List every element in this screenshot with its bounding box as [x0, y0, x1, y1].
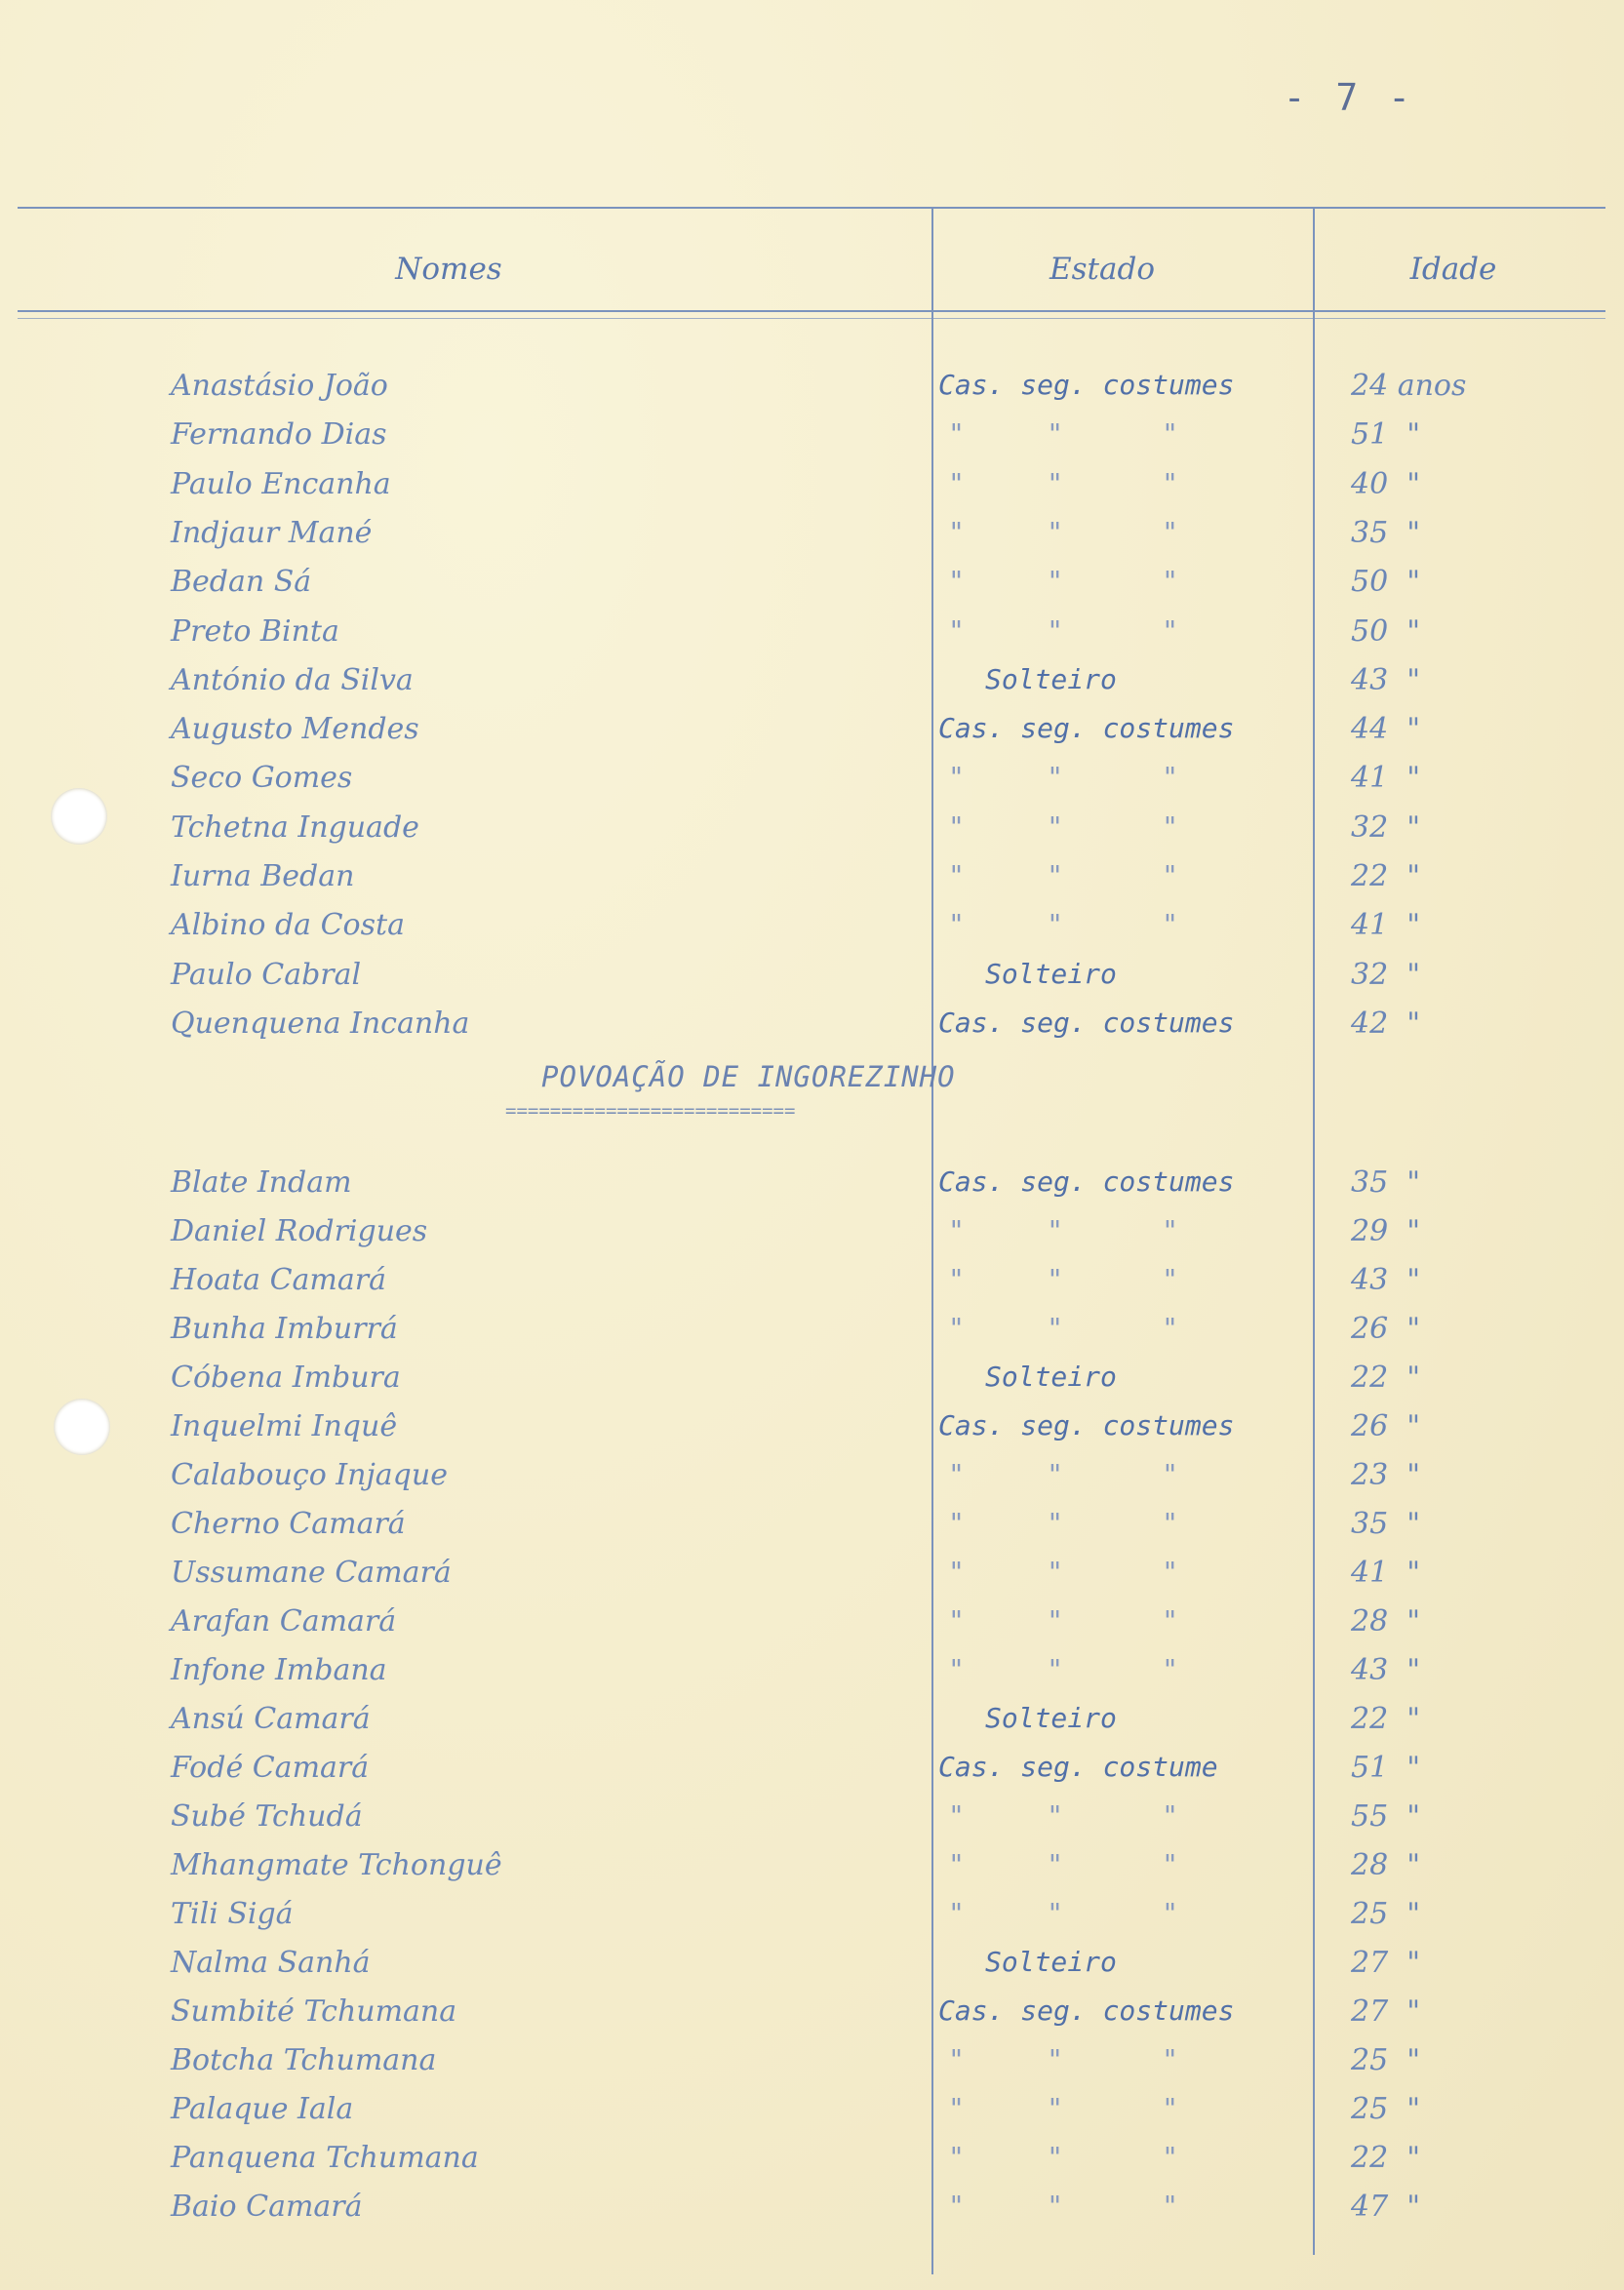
table-row [0, 467, 1624, 516]
row-estado: Cas. seg. costumes [938, 1006, 1235, 1039]
row-idade: 27 " [1351, 1994, 1421, 2029]
row-name: Panquena Tchumana [171, 2141, 479, 2175]
table-row [0, 663, 1624, 712]
table-row [0, 761, 1624, 809]
row-name: Ansú Camará [171, 1702, 371, 1736]
row-estado: " " " [948, 2190, 1179, 2222]
table-row [0, 859, 1624, 908]
row-idade: 51 " [1351, 1751, 1421, 1785]
row-name: Seco Gomes [171, 761, 353, 796]
row-name: Augusto Mendes [171, 712, 419, 747]
row-estado: " " " [948, 466, 1179, 499]
row-idade: 22 " [1351, 2141, 1421, 2175]
row-estado: " " " [948, 2092, 1179, 2124]
row-idade: 43 " [1351, 662, 1421, 697]
row-estado: " " " [948, 859, 1179, 891]
table-row [0, 1848, 1624, 1897]
row-estado: " " " [948, 908, 1179, 941]
table-row [0, 958, 1624, 1007]
page-number: - 7 - [1283, 76, 1414, 119]
row-estado: Cas. seg. costumes [938, 712, 1235, 745]
row-name: Fodé Camará [171, 1751, 370, 1785]
row-name: Cherno Camará [171, 1507, 406, 1541]
table-row [0, 1799, 1624, 1848]
table-row [0, 1897, 1624, 1946]
row-name: Blate Indam [171, 1165, 352, 1200]
row-idade: 42 " [1351, 1006, 1421, 1041]
row-idade: 35 " [1351, 1165, 1421, 1200]
row-name: Tili Sigá [171, 1897, 294, 1931]
row-name: Daniel Rodrigues [171, 1214, 428, 1248]
row-name: Cóbena Imbura [171, 1361, 401, 1395]
table-row [0, 565, 1624, 613]
row-idade: 28 " [1351, 1848, 1421, 1882]
row-idade: 41 " [1351, 1556, 1421, 1590]
table-row [0, 1361, 1624, 1409]
row-name: Mhangmate Tchonguê [171, 1848, 502, 1882]
row-estado: Cas. seg. costume [938, 1751, 1218, 1783]
row-estado: " " " [948, 1214, 1179, 1246]
section-title: POVOAÇÃO DE INGOREZINHO [541, 1060, 956, 1093]
row-name: Iurna Bedan [171, 859, 355, 893]
row-idade: 40 " [1351, 466, 1421, 501]
table-row [0, 1214, 1624, 1263]
header-bottom-rule-2 [18, 318, 1605, 319]
table-row [0, 1458, 1624, 1507]
table-row [0, 712, 1624, 761]
table-row [0, 1263, 1624, 1312]
row-estado: " " " [948, 1458, 1179, 1490]
row-idade: 22 " [1351, 859, 1421, 893]
table-row [0, 1312, 1624, 1361]
row-estado: " " " [948, 761, 1179, 794]
row-idade: 25 " [1351, 2043, 1421, 2077]
row-name: Nalma Sanhá [171, 1946, 371, 1980]
table-row [0, 1556, 1624, 1604]
row-name: Infone Imbana [171, 1653, 387, 1687]
row-name: Paulo Encanha [171, 466, 391, 501]
table-row [0, 417, 1624, 466]
table-row [0, 1165, 1624, 1214]
header-idade: Idade [1409, 252, 1497, 287]
table-row [0, 2190, 1624, 2238]
row-estado: Cas. seg. costumes [938, 1165, 1235, 1198]
row-estado: " " " [948, 515, 1179, 548]
row-idade: 29 " [1351, 1214, 1421, 1248]
row-estado: " " " [948, 1604, 1179, 1637]
row-idade: 50 " [1351, 613, 1421, 649]
row-name: Albino da Costa [171, 908, 405, 943]
table-top-rule [18, 207, 1605, 209]
row-idade: 23 " [1351, 1458, 1421, 1492]
table-row [0, 1604, 1624, 1653]
row-name: Inquelmi Inquê [171, 1409, 398, 1443]
row-name: Tchetna Inguade [171, 809, 419, 845]
row-name: Hoata Camará [171, 1263, 386, 1297]
row-name: Botcha Tchumana [171, 2043, 437, 2077]
row-estado: " " " [948, 1653, 1179, 1685]
header-bottom-rule [18, 310, 1605, 312]
row-name: Arafan Camará [171, 1604, 397, 1639]
row-estado: Solteiro [985, 957, 1117, 990]
row-estado: Cas. seg. costumes [938, 1994, 1235, 2027]
row-idade: 35 " [1351, 515, 1421, 550]
header-nomes: Nomes [395, 252, 502, 287]
table-row [0, 1409, 1624, 1458]
row-idade: 35 " [1351, 1507, 1421, 1541]
row-estado: " " " [948, 1263, 1179, 1295]
row-name: Palaque Iala [171, 2092, 354, 2126]
row-estado: " " " [948, 1799, 1179, 1832]
row-idade: 22 " [1351, 1361, 1421, 1395]
row-name: Baio Camará [171, 2190, 363, 2224]
table-row [0, 614, 1624, 663]
table-row [0, 1702, 1624, 1751]
row-idade: 55 " [1351, 1799, 1421, 1834]
row-estado: " " " [948, 1897, 1179, 1929]
row-estado: " " " [948, 2043, 1179, 2075]
table-row [0, 2043, 1624, 2092]
row-idade: 32 " [1351, 809, 1421, 845]
row-estado: " " " [948, 417, 1179, 451]
row-idade: 41 " [1351, 761, 1421, 796]
table-row [0, 1946, 1624, 1994]
row-name: Preto Binta [171, 613, 339, 649]
row-estado: " " " [948, 1848, 1179, 1880]
row-estado: Solteiro [985, 1702, 1117, 1734]
row-idade: 28 " [1351, 1604, 1421, 1639]
table-row [0, 810, 1624, 859]
row-estado: Solteiro [985, 662, 1117, 695]
table-row [0, 369, 1624, 417]
row-idade: 22 " [1351, 1702, 1421, 1736]
row-idade: 25 " [1351, 1897, 1421, 1931]
row-estado: " " " [948, 613, 1179, 647]
row-name: Quenquena Incanha [171, 1006, 470, 1041]
row-estado: " " " [948, 1507, 1179, 1539]
row-idade: 43 " [1351, 1653, 1421, 1687]
row-name: Sumbité Tchumana [171, 1994, 457, 2029]
row-idade: 41 " [1351, 908, 1421, 943]
table-row [0, 1653, 1624, 1702]
row-idade: 24 anos [1351, 369, 1467, 403]
row-name: Fernando Dias [171, 417, 387, 453]
table-row [0, 1994, 1624, 2043]
row-name: Subé Tchudá [171, 1799, 363, 1834]
row-name: António da Silva [171, 662, 414, 697]
row-idade: 43 " [1351, 1263, 1421, 1297]
row-estado: " " " [948, 565, 1179, 598]
table-row [0, 2092, 1624, 2141]
row-idade: 25 " [1351, 2092, 1421, 2126]
row-idade: 32 " [1351, 957, 1421, 992]
row-idade: 26 " [1351, 1312, 1421, 1346]
row-name: Paulo Cabral [171, 957, 362, 992]
row-estado: Solteiro [985, 1946, 1117, 1978]
table-row [0, 2141, 1624, 2190]
table-row [0, 1007, 1624, 1055]
row-idade: 44 " [1351, 712, 1421, 747]
table-row [0, 908, 1624, 957]
table-row [0, 516, 1624, 565]
row-name: Calabouço Injaque [171, 1458, 448, 1492]
row-idade: 51 " [1351, 417, 1421, 453]
row-name: Ussumane Camará [171, 1556, 452, 1590]
table-row [0, 1751, 1624, 1799]
row-estado: Solteiro [985, 1361, 1117, 1393]
row-estado: " " " [948, 1556, 1179, 1588]
row-estado: Cas. seg. costumes [938, 1409, 1235, 1441]
table-row [0, 1507, 1624, 1556]
row-idade: 27 " [1351, 1946, 1421, 1980]
row-idade: 26 " [1351, 1409, 1421, 1443]
row-estado: " " " [948, 2141, 1179, 2173]
row-estado: " " " [948, 809, 1179, 843]
row-estado: Cas. seg. costumes [938, 369, 1235, 401]
section-underline: ========================== [505, 1100, 796, 1122]
row-idade: 47 " [1351, 2190, 1421, 2224]
row-name: Bunha Imburrá [171, 1312, 398, 1346]
header-estado: Estado [1050, 252, 1155, 287]
row-name: Bedan Sá [171, 565, 312, 600]
row-name: Anastásio João [171, 369, 388, 403]
row-idade: 50 " [1351, 565, 1421, 600]
row-name: Indjaur Mané [171, 515, 373, 550]
row-estado: " " " [948, 1312, 1179, 1344]
